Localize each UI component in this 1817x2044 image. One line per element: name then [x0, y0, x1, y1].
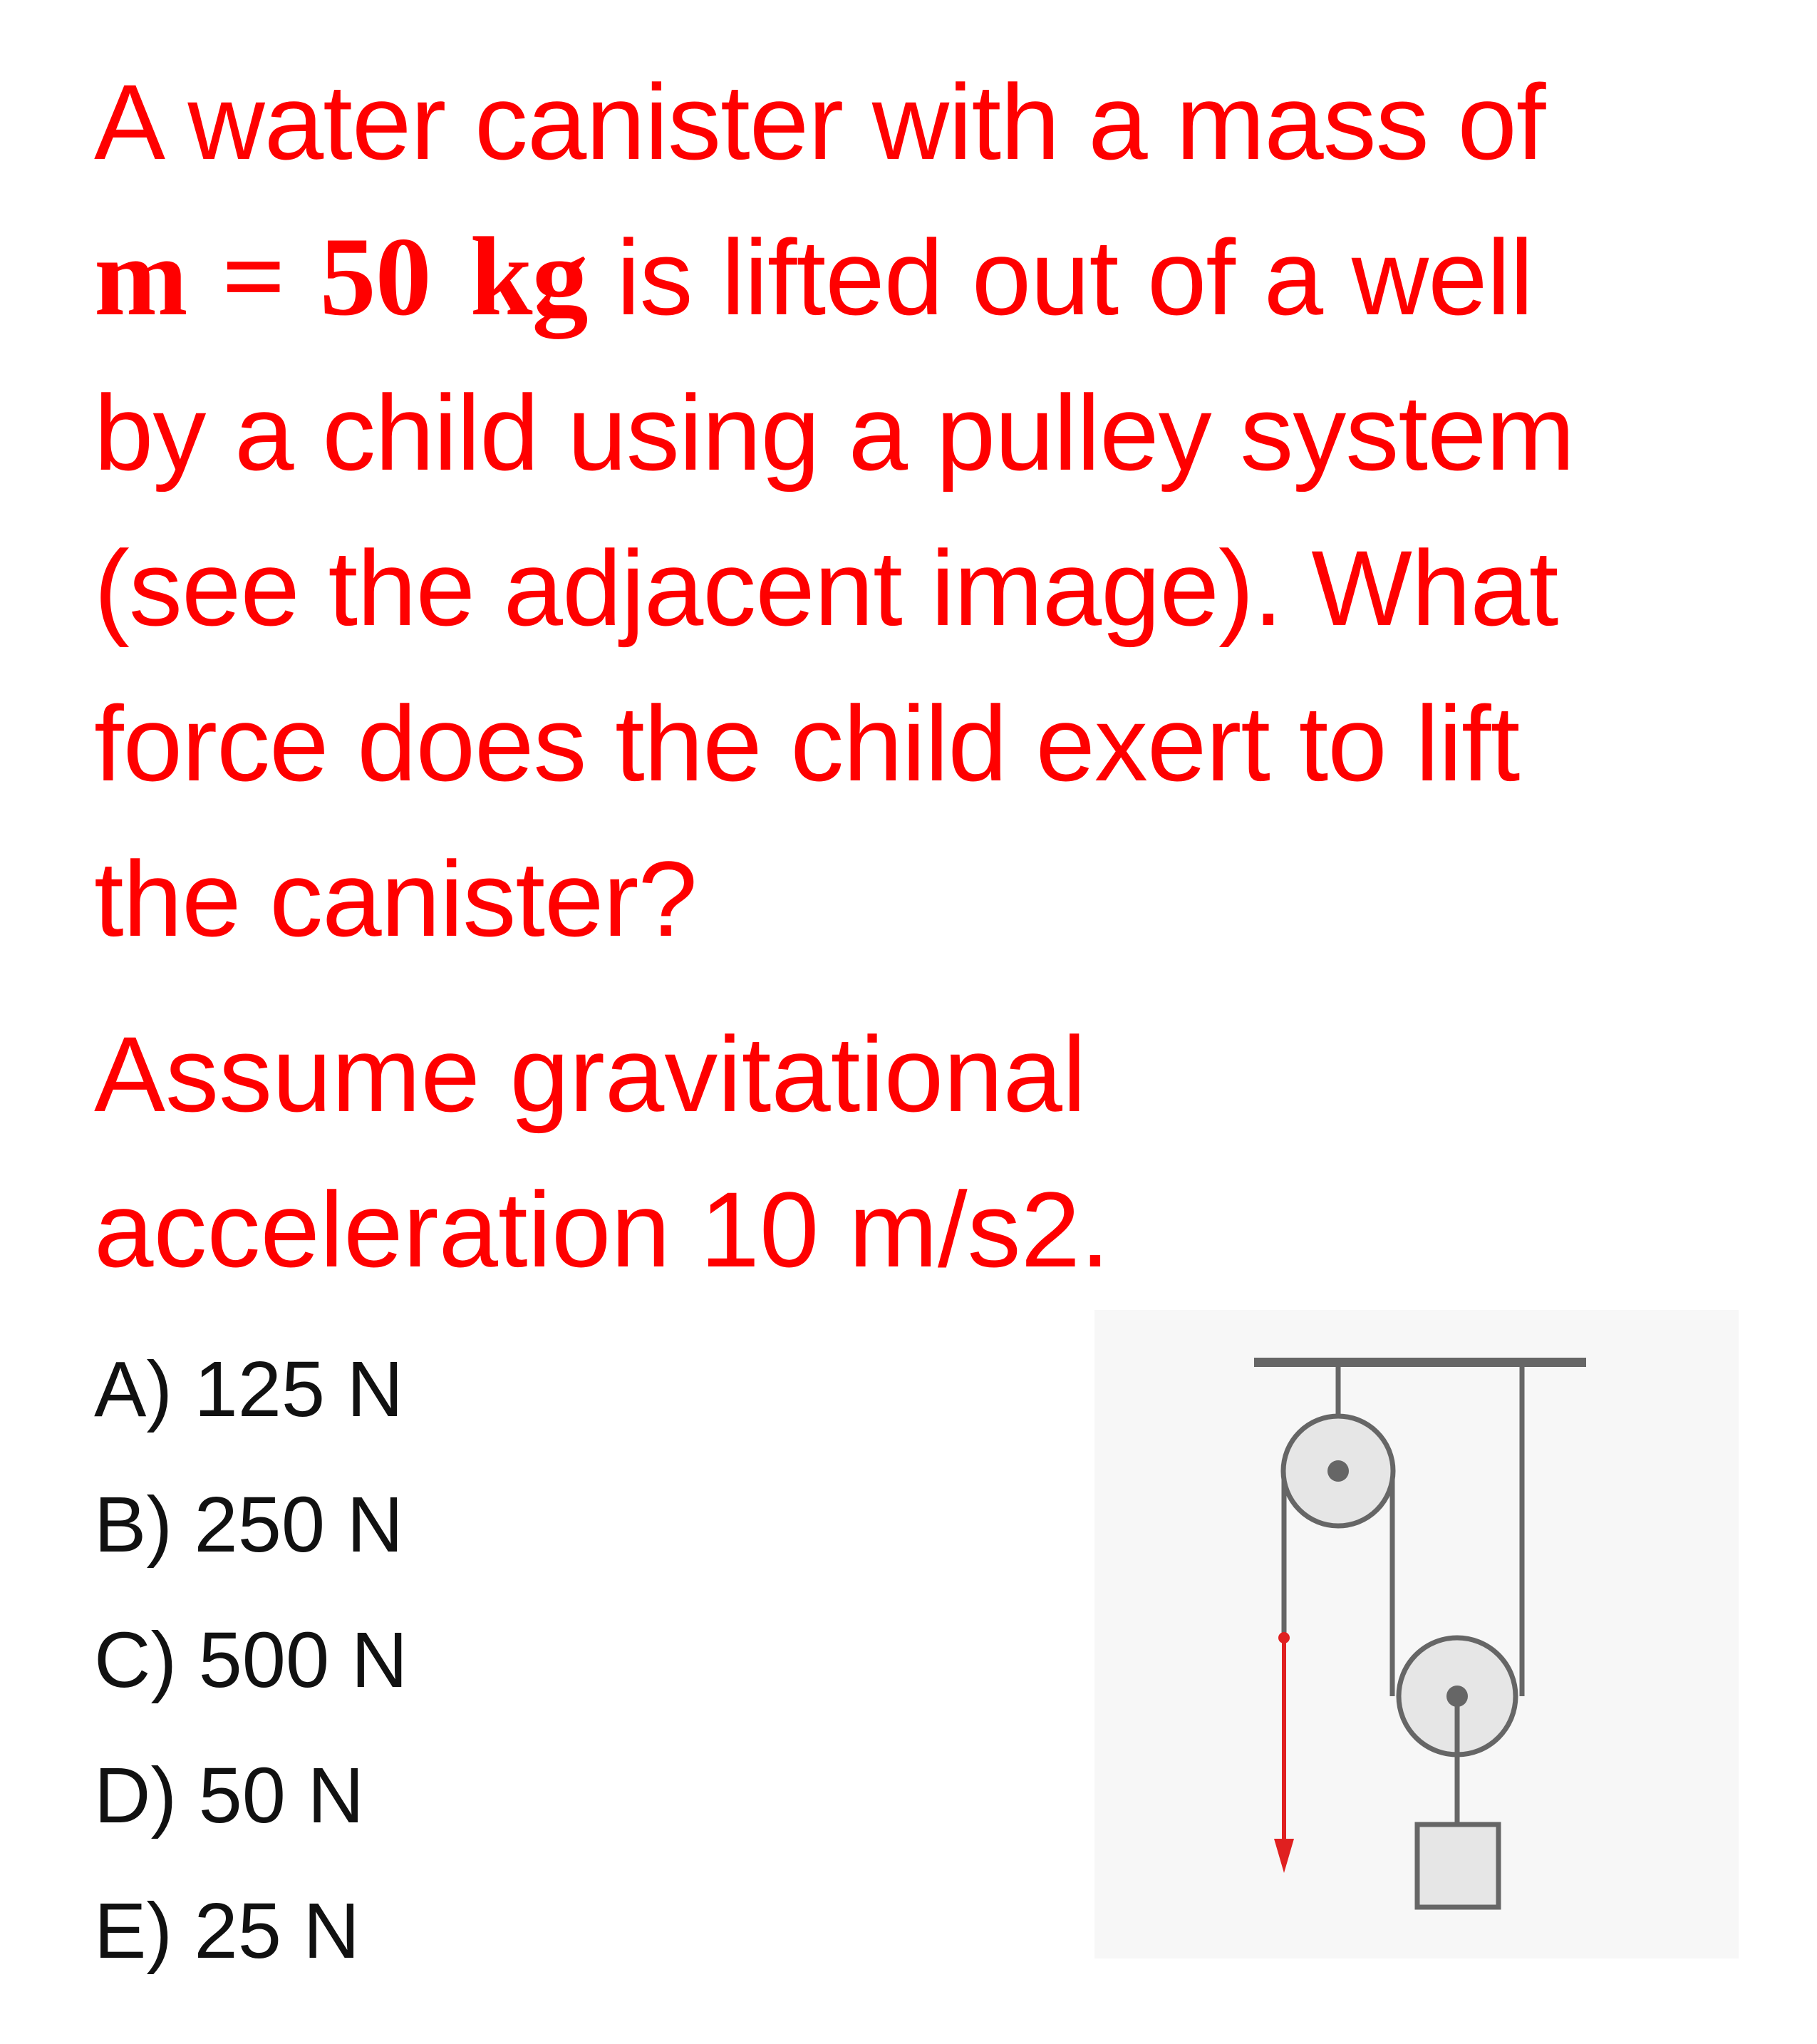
assumption-line-2: acceleration 10 m/s2.	[94, 1170, 1110, 1289]
question-line-1: A water canister with a mass of	[94, 62, 1546, 182]
assumption-line-1: Assume gravitational	[94, 1014, 1087, 1134]
answer-options	[94, 1322, 408, 1999]
question-line-3: by a child using a pulley system	[94, 373, 1575, 492]
force-arrow-head	[1274, 1839, 1294, 1873]
pulley-diagram-svg	[1094, 1310, 1739, 1958]
question-line-6: the canister?	[94, 839, 697, 959]
question-line-2	[94, 200, 1733, 355]
option-e[interactable]: E) 25 N	[94, 1887, 360, 1975]
option-a[interactable]: A) 125 N	[94, 1346, 404, 1433]
question-line-2-rest: is lifted out of a well	[587, 217, 1533, 337]
pulley-diagram	[1094, 1310, 1739, 1958]
assumption-text	[94, 996, 1110, 1307]
ceiling-beam	[1254, 1358, 1586, 1367]
question-line-4: (see the adjacent image). What	[94, 528, 1558, 648]
option-b[interactable]: B) 250 N	[94, 1481, 404, 1569]
option-c[interactable]: C) 500 N	[94, 1616, 408, 1704]
option-d[interactable]: D) 50 N	[94, 1752, 364, 1839]
question-line-5: force does the child exert to lift	[94, 683, 1520, 803]
fixed-pulley-axle	[1327, 1460, 1349, 1482]
mass-formula-unit: kg	[470, 215, 588, 339]
mass-formula	[94, 215, 588, 339]
mass-formula-lhs: m = 50	[94, 215, 431, 339]
question-text	[94, 44, 1733, 976]
canister-weight	[1417, 1824, 1498, 1907]
